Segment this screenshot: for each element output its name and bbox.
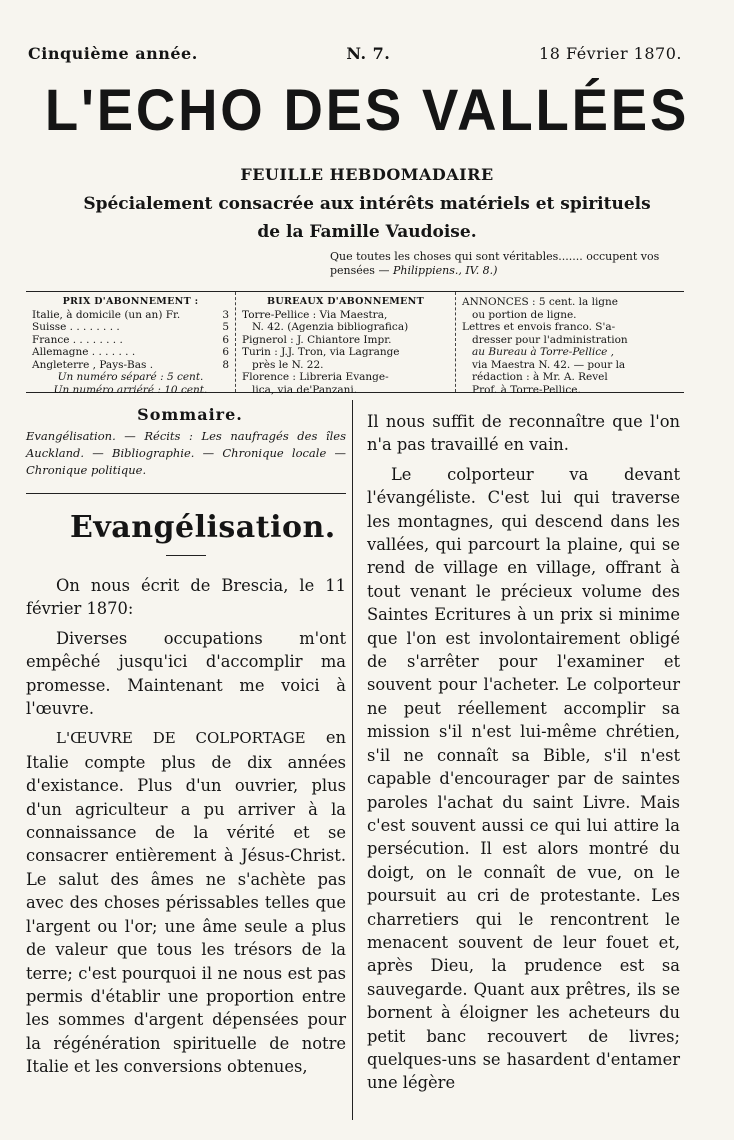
- epigraph: [330, 250, 675, 278]
- epigraph-text: Que toutes les choses qui sont véritables....... occupent vos pensées —: [330, 250, 660, 277]
- price-row: [32, 346, 229, 359]
- announce-line: au Bureau à Torre-Pellice ,: [472, 346, 614, 358]
- offices-heading: BUREAUX D'ABONNEMENT: [267, 296, 424, 307]
- announce-line: Lettres et envois franco. S'a-: [462, 321, 616, 333]
- announcements-info: [456, 292, 684, 396]
- price-row: [32, 359, 229, 372]
- epigraph-source: Philippiens., IV. 8.): [392, 264, 498, 277]
- price-value: 6: [222, 333, 229, 346]
- masthead-subtitle: FEUILLE HEBDOMADAIRE: [240, 165, 494, 184]
- price-label: Angleterre , Pays-Bas .: [32, 358, 154, 371]
- announce-line: via Maestra N. 42. — pour la: [472, 358, 626, 371]
- price-value: 3: [222, 308, 229, 321]
- price-row: [32, 309, 229, 322]
- issue-year: Cinquième année.: [28, 44, 198, 63]
- article-paragraph: Diverses occupations m'ont empêché jusqu'ici d'accomplir ma promesse. Maintenant me voici à l'œuvre.: [26, 628, 346, 719]
- subscription-box: [26, 291, 684, 396]
- paragraph-text: en Italie compte plus de dix années d'existance. Plus d'un ouvrier, plus d'un agriculteur a pu arriver à la connaissance de la vérité et se consacrer entièrement à Jésus-Christ. Le salut des âmes ne s'achète pas avec des choses périssables telles que l'argent ou l'or; une âme seule a plus de valeur que tous les trésors de la terre; c'est pourquoi il ne nous est pas permis d'établir une proportion entre les sommes d'argent dépensées pour la régénération spirituelle de notre Italie et les conversions obtenues,: [26, 728, 346, 1077]
- right-column: [367, 410, 680, 1095]
- office-line: Turin : J.J. Tron, via Lagrange: [242, 346, 400, 358]
- article-paragraph: Il nous suffit de reconnaître que l'on n'a pas travaillé en vain.: [367, 412, 680, 455]
- title-ornament-rule: [166, 555, 206, 556]
- single-issue-price: Un numéro séparé : 5 cent.: [57, 371, 204, 383]
- announce-line: rédaction : à Mr. A. Revel: [472, 371, 608, 383]
- price-label: France . . . . . . . .: [32, 333, 123, 346]
- article-paragraph: [26, 726, 346, 1078]
- price-value: 5: [222, 321, 229, 333]
- office-line: Torre-Pellice : Via Maestra,: [242, 308, 388, 321]
- summary-title: Sommaire.: [137, 405, 243, 424]
- issue-date: 18 Février 1870.: [539, 44, 682, 63]
- article-paragraph: Le colporteur va devant l'évangéliste. C'est lui qui traverse les montagnes, qui descend dans les vallées, qui parcourt la plaine, qui se rend de village en village, offrant à tout venant le précieux volume des Saintes Ecritures à un prix si minime que l'on est involontairement obligé de s'arrêter pour l'examiner et souvent pour l'acheter. Le colporteur ne peut réellement accomplir sa mission s'il n'est lui-même chrétien, s'il ne connaît sa Bible, s'il n'est capable d'encourager par de saintes paroles l'achat du saint Livre. Mais c'est souvent aussi ce qui lui attire la persécution. Il est alors montré du doigt, on le connaît de vue, on le poursuit au cri de protestante. Les charretiers qui le rencontrent le menacent souvent de leur fouet et, après Dieu, la prudence est sa sauvegarde. Quant aux prêtres, ils se bornent à éloigner les acheteurs du petit banc recouvert de livres; quelques-uns se hasardent d'entamer une légère: [367, 464, 680, 1093]
- back-issue-price: Un numéro arriéré : 10 cent.: [53, 383, 208, 396]
- price-value: 6: [222, 346, 229, 358]
- article-title: Evangélisation.: [70, 510, 336, 545]
- price-label: Allemagne . . . . . . .: [32, 346, 136, 358]
- summary-text: Evangélisation. — Récits : Les naufragés des îles Auckland. — Bibliographie. — Chronique locale — Chronique politique.: [26, 429, 346, 477]
- office-line: lica, via de'Panzani.: [252, 383, 358, 396]
- announce-line: Prof. à Torre-Pellice.: [472, 383, 581, 396]
- announce-line: ANNONCES : 5 cent. la ligne: [462, 296, 618, 308]
- announce-line: ou portion de ligne.: [472, 308, 577, 321]
- office-line: Pignerol : J. Chiantore Impr.: [242, 333, 392, 346]
- announce-line: dresser pour l'administration: [472, 333, 628, 346]
- price-row: [32, 334, 229, 347]
- price-label: Italie, à domicile (un an) Fr.: [32, 308, 181, 321]
- article-paragraph: On nous écrit de Brescia, le 11 février 1870:: [26, 576, 346, 619]
- subscription-prices: [26, 292, 236, 396]
- prices-heading: PRIX D'ABONNEMENT :: [62, 296, 199, 307]
- office-line: Florence : Libreria Evange-: [242, 371, 389, 383]
- issue-number: N. 7.: [346, 44, 391, 63]
- masthead-tagline-2: de la Famille Vaudoise.: [257, 222, 477, 242]
- price-value: 8: [222, 358, 229, 371]
- office-line: N. 42. (Agenzia bibliografica): [252, 321, 409, 333]
- colportage-lead: L'ŒUVRE DE COLPORTAGE: [56, 729, 306, 748]
- left-column: [26, 405, 346, 1079]
- masthead-title: L'ECHO DES VALLÉES: [44, 78, 690, 143]
- office-line: près le N. 22.: [252, 358, 324, 371]
- price-label: Suisse . . . . . . . .: [32, 321, 120, 333]
- masthead-tagline-1: Spécialement consacrée aux intérêts matériels et spirituels: [83, 194, 651, 214]
- subscription-offices: [236, 292, 456, 396]
- issue-line: [28, 44, 682, 63]
- section-divider: [26, 493, 346, 494]
- column-divider: [352, 400, 353, 1120]
- price-row: [32, 321, 229, 334]
